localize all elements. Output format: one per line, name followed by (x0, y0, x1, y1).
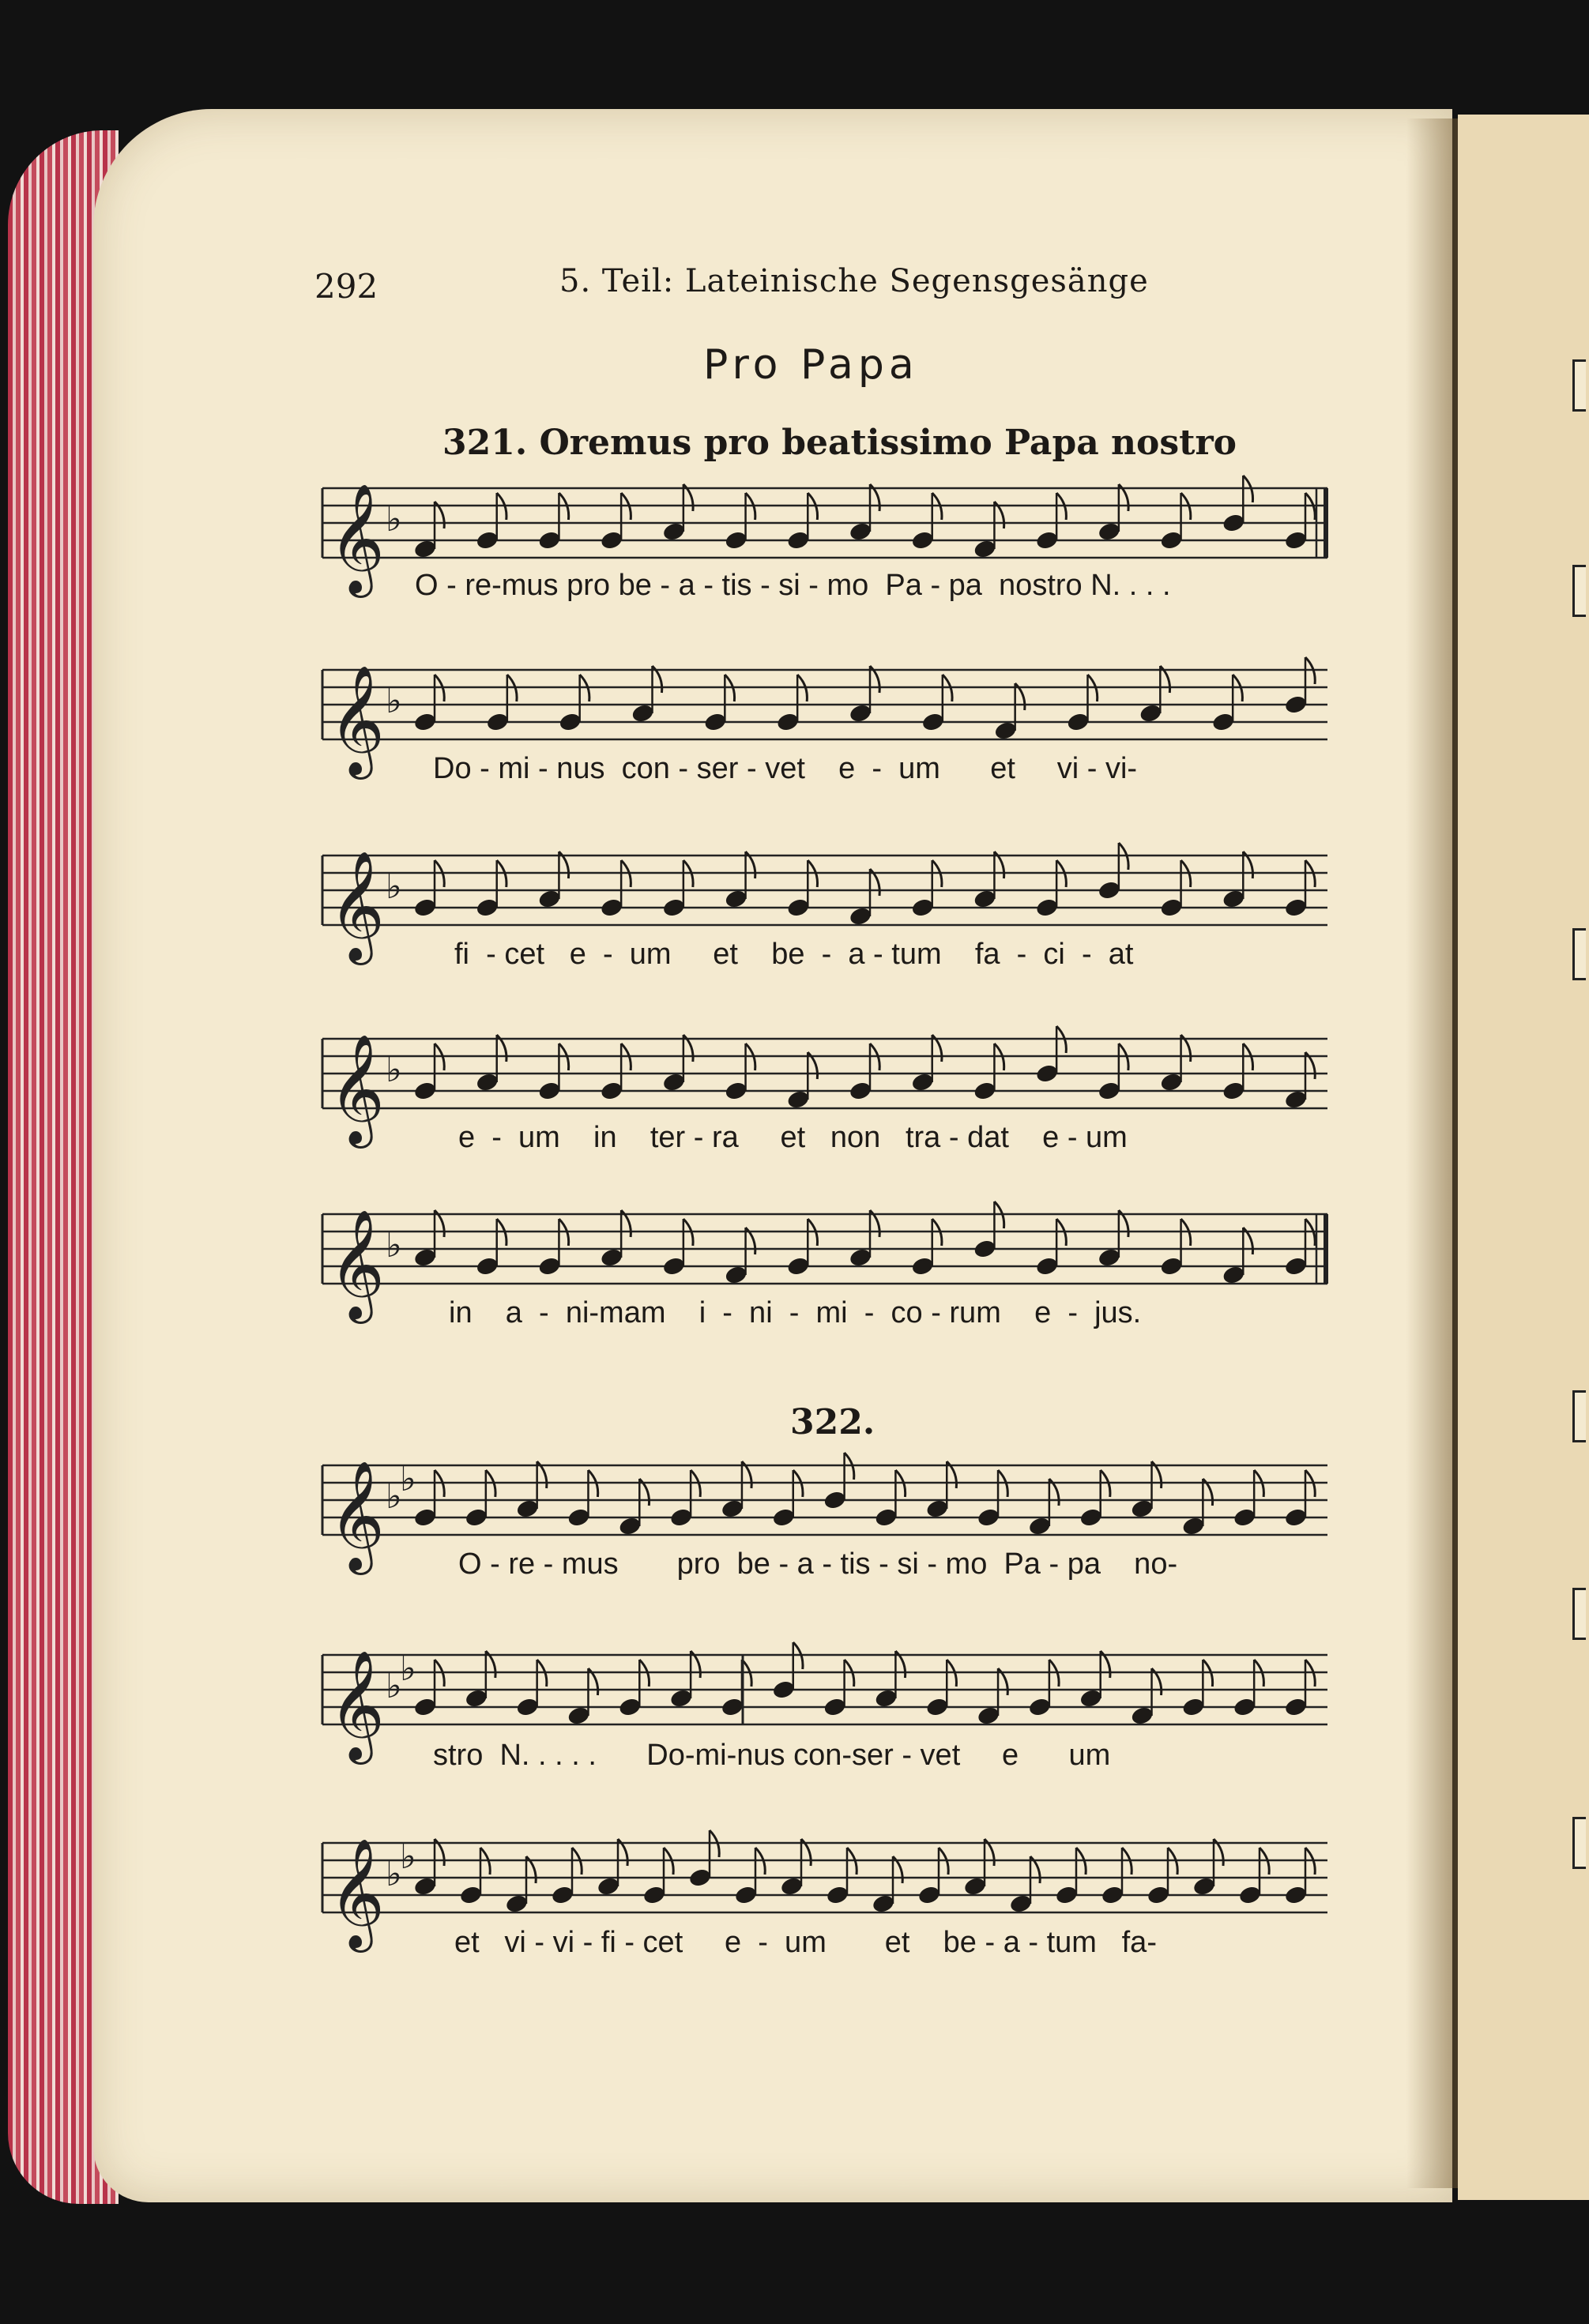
flat-icon: ♭ (386, 499, 402, 540)
flat-icon: ♭ (386, 1854, 402, 1894)
flat-icon: ♭ (400, 1459, 416, 1499)
flat-icon: ♭ (386, 681, 402, 721)
running-header: 5. Teil: Lateinische Segensgesänge (559, 263, 1149, 299)
flat-icon: ♭ (386, 867, 402, 907)
hymn-title-321: 321. Oremus pro beatissimo Papa nostro (442, 423, 1237, 463)
flat-icon: ♭ (386, 1050, 402, 1090)
flat-icon: ♭ (386, 1666, 402, 1706)
treble-clef-icon: 𝄞 (329, 851, 385, 961)
treble-clef-icon: 𝄞 (329, 1034, 385, 1144)
treble-clef-icon: 𝄞 (329, 1838, 385, 1948)
treble-clef-icon: 𝄞 (329, 483, 385, 593)
lyric-line: Do - mi - nus con - ser - vet e - um et vi - vi- (433, 752, 1138, 785)
lyric-line: fi - cet e - um et be - a - tum fa - ci - at (454, 938, 1134, 971)
lyric-line: et vi - vi - fi - cet e - um et be - a - tum fa- (454, 1926, 1157, 1959)
hymn-number-322: 322. (790, 1402, 875, 1442)
treble-clef-icon: 𝄞 (329, 1461, 385, 1570)
lyric-line: e - um in ter - ra et non tra - dat e - um (458, 1121, 1128, 1154)
lyric-line: in a - ni-mam i - ni - mi - co - rum e - jus. (449, 1296, 1142, 1329)
lyric-line: O - re - mus pro be - a - tis - si - mo Pa - pa no- (458, 1547, 1178, 1581)
page-number: 292 (314, 267, 378, 306)
lyric-line: stro N. . . . . Do-mi-nus con-ser - vet e um (433, 1739, 1111, 1772)
treble-clef-icon: 𝄞 (329, 1209, 385, 1319)
flat-icon: ♭ (386, 1225, 402, 1265)
treble-clef-icon: 𝄞 (329, 665, 385, 775)
flat-icon: ♭ (400, 1837, 416, 1877)
lyric-line: O - re-mus pro be - a - tis - si - mo Pa - pa nostro N. . . . (415, 569, 1171, 602)
section-title: Pro Papa (703, 341, 919, 389)
flat-icon: ♭ (386, 1476, 402, 1517)
treble-clef-icon: 𝄞 (329, 1650, 385, 1760)
flat-icon: ♭ (400, 1649, 416, 1689)
